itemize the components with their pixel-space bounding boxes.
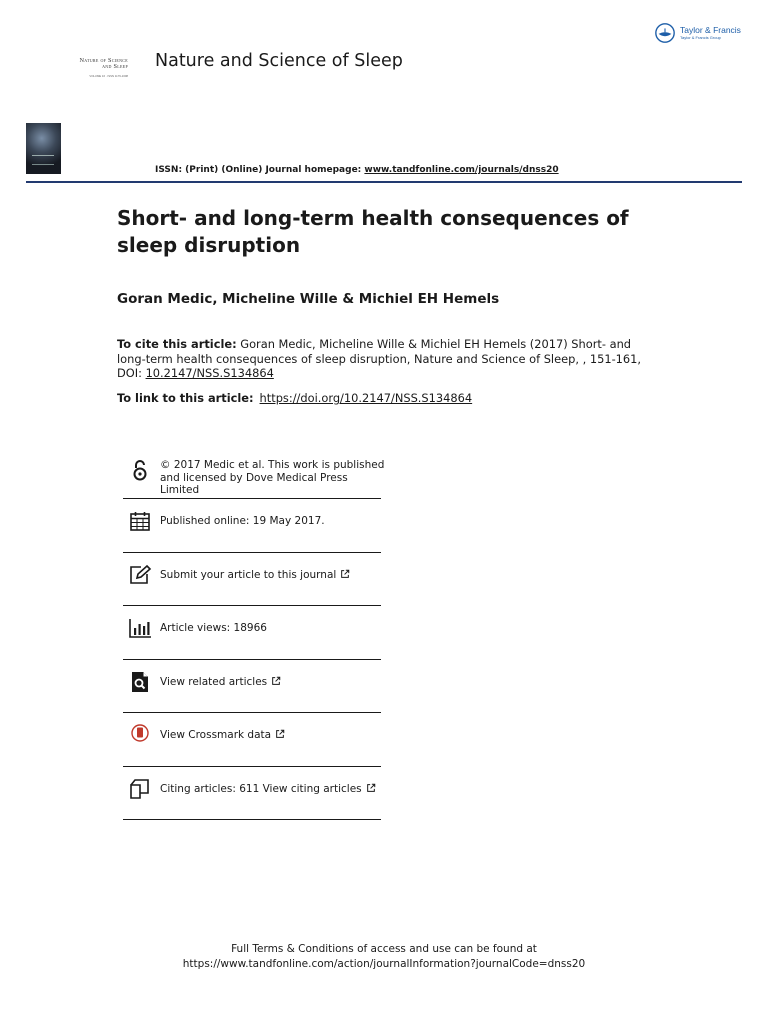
issn-text: ISSN: (Print) (Online) Journal homepage: bbox=[155, 165, 365, 175]
related-row[interactable] bbox=[123, 660, 381, 714]
edit-icon bbox=[127, 561, 153, 589]
search-document-icon bbox=[127, 668, 153, 696]
views-row bbox=[123, 606, 381, 660]
bar-chart-icon bbox=[127, 614, 153, 642]
license-row bbox=[123, 449, 385, 499]
journal-cover-image bbox=[26, 123, 61, 174]
license-text: © 2017 Medic et al. This work is published and licensed by Dove Medical Press Limited bbox=[160, 459, 385, 496]
related-text: View related articles bbox=[160, 675, 268, 688]
publisher-name: Taylor & Francis bbox=[680, 25, 741, 36]
citing-text: Citing articles: 611 View citing articles bbox=[160, 782, 362, 795]
journal-title: Nature and Science of Sleep bbox=[155, 51, 403, 71]
taylor-francis-icon bbox=[654, 22, 676, 44]
article-title: Short- and long-term health consequences of sleep disruption bbox=[117, 206, 629, 257]
footer-terms-link[interactable]: https://www.tandfonline.com/action/journalInformation?journalCode=dnss20 bbox=[182, 958, 586, 970]
citing-icon bbox=[127, 775, 153, 803]
crossmark-row[interactable] bbox=[123, 713, 381, 767]
published-row bbox=[123, 499, 381, 553]
citing-link[interactable] bbox=[160, 783, 385, 797]
submit-row[interactable] bbox=[123, 553, 381, 607]
calendar-icon bbox=[127, 507, 153, 535]
external-link-icon bbox=[340, 569, 350, 583]
journal-homepage-link[interactable]: www.tandfonline.com/journals/dnss20 bbox=[364, 165, 559, 175]
submit-text: Submit your article to this journal bbox=[160, 568, 337, 581]
publisher-group: Taylor & Francis Group bbox=[680, 34, 721, 40]
views-text: Article views: 18966 bbox=[160, 622, 267, 634]
issn-line bbox=[155, 165, 559, 175]
doi-url-link[interactable]: https://doi.org/10.2147/NSS.S134864 bbox=[259, 391, 473, 405]
cite-label: To cite this article: bbox=[117, 337, 237, 351]
journal-logo bbox=[44, 58, 128, 78]
doi-link[interactable]: 10.2147/NSS.S134864 bbox=[145, 366, 274, 381]
header-rule bbox=[26, 181, 742, 183]
open-access-icon bbox=[127, 457, 153, 485]
link-block bbox=[117, 391, 647, 405]
publisher-logo bbox=[654, 22, 741, 44]
external-link-icon bbox=[275, 729, 285, 743]
citing-row[interactable] bbox=[123, 767, 381, 821]
journal-logo-line1: Nature of Science bbox=[79, 57, 128, 64]
crossmark-icon bbox=[127, 721, 153, 749]
external-link-icon bbox=[271, 676, 281, 690]
citation-block bbox=[117, 337, 647, 381]
submit-link[interactable] bbox=[160, 569, 385, 583]
journal-logo-line2: and Sleep bbox=[102, 63, 128, 71]
crossmark-link[interactable] bbox=[160, 729, 385, 743]
cite-text: Goran Medic, Micheline Wille & Michiel EH Hemels (2017) Short- and long-term health consequences of sleep disruption, Nature and Science of Sleep, , 151-161, DOI: bbox=[117, 337, 642, 381]
footer-line1: Full Terms & Conditions of access and use can be found at bbox=[231, 943, 537, 955]
link-label: To link to this article: bbox=[117, 391, 254, 405]
external-link-icon bbox=[366, 783, 376, 797]
journal-logo-small: VOLUME 16 · ISSN 1179-1608 bbox=[89, 74, 128, 79]
article-info-list bbox=[123, 449, 385, 820]
crossmark-text: View Crossmark data bbox=[160, 729, 272, 741]
footer bbox=[0, 942, 768, 972]
related-link[interactable] bbox=[160, 676, 385, 690]
published-text: Published online: 19 May 2017. bbox=[160, 515, 325, 527]
article-authors: Goran Medic, Micheline Wille & Michiel EH Hemels bbox=[117, 291, 500, 307]
